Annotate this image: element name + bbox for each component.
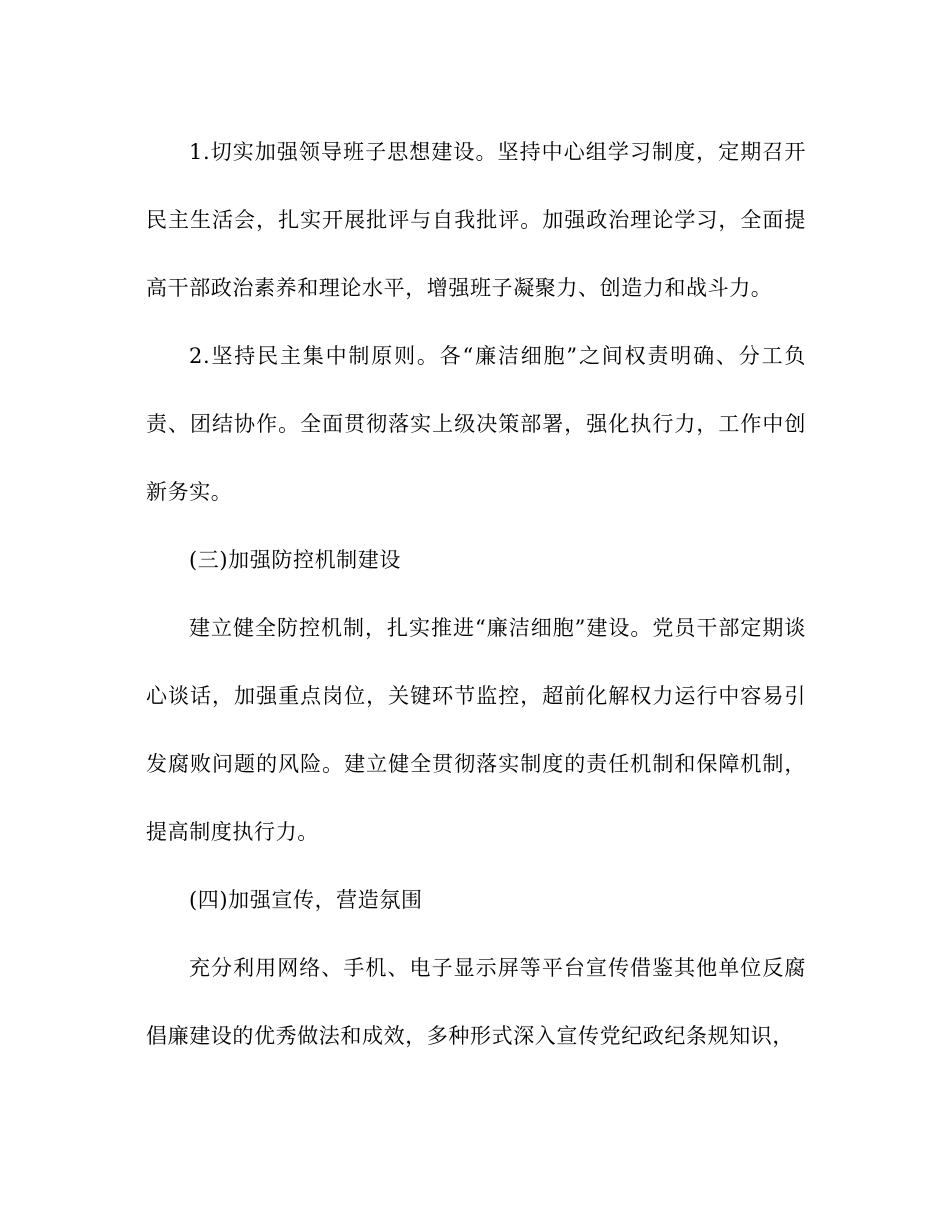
paragraph-democratic-centralism: 2.坚持民主集中制原则。各“廉洁细胞”之间权责明确、分工负责、团结协作。全面贯彻落实上级决策部署，强化执行力，工作中创新务实。: [146, 344, 806, 504]
section-heading-prevention-mechanism: (三)加强防控机制建设: [189, 548, 401, 572]
section-heading-publicity: (四)加强宣传，营造氛围: [189, 888, 423, 912]
paragraph-prevention-mechanism: 建立健全防控机制，扎实推进“廉洁细胞”建设。党员干部定期谈心谈话，加强重点岗位，关键环节监控，超前化解权力运行中容易引发腐败问题的风险。建立健全贯彻落实制度的责任机制和保障机制，提高制度执行力。: [146, 616, 806, 844]
paragraph-leadership-ideology: 1.切实加强领导班子思想建设。坚持中心组学习制度，定期召开民主生活会，扎实开展批评与自我批评。加强政治理论学习，全面提高干部政治素养和理论水平，增强班子凝聚力、创造力和战斗力。: [146, 140, 806, 300]
document-body: [146, 118, 806, 1070]
paragraph-publicity: 充分利用网络、手机、电子显示屏等平台宣传借鉴其他单位反腐倡廉建设的优秀做法和成效，多种形式深入宣传党纪政纪条规知识，: [146, 956, 806, 1048]
